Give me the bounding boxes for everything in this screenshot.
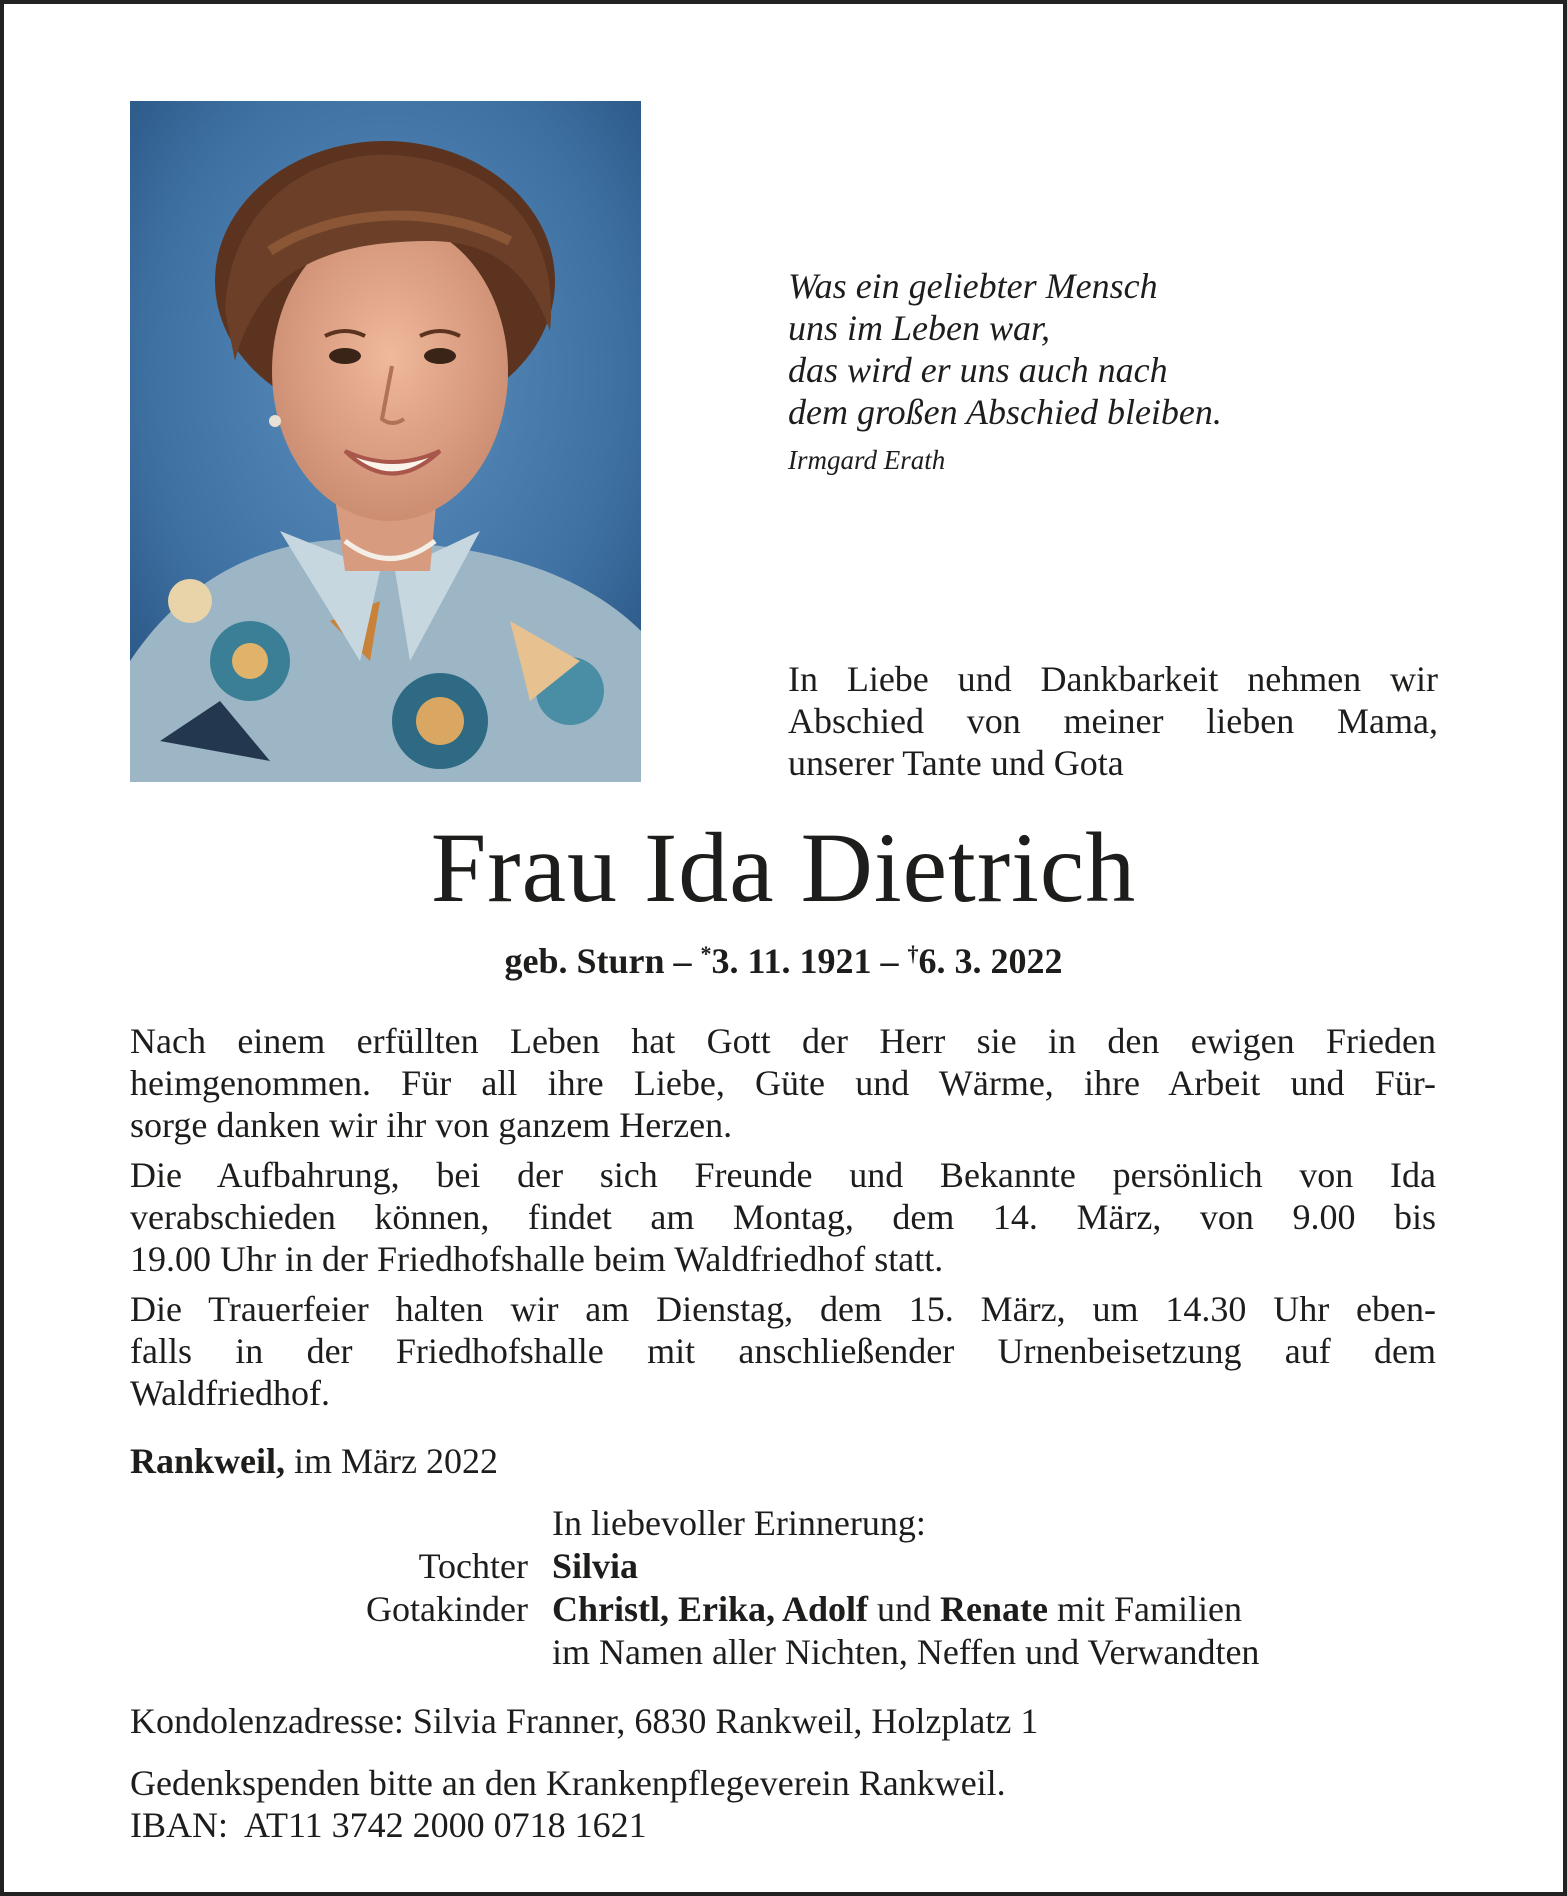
role-label: Gotakinder <box>366 1589 528 1629</box>
family-heading-row <box>300 1502 1259 1545</box>
portrait-photo <box>130 101 641 782</box>
life-dates <box>0 940 1567 982</box>
quote-line: dem großen Abschied bleiben. <box>788 392 1222 432</box>
date: im März 2022 <box>285 1441 498 1481</box>
paragraph <box>130 1154 1436 1280</box>
family-list <box>300 1502 1259 1674</box>
separator: – <box>880 941 899 981</box>
body-line: Die Trauerfeier halten wir am Dienstag, dem 15. März, um 14.30 Uhr eben- <box>130 1289 1436 1329</box>
body-line: Waldfriedhof. <box>130 1373 331 1413</box>
iban-line <box>130 1804 1006 1846</box>
deceased-name: Frau Ida Dietrich <box>430 812 1137 923</box>
memorial-quote <box>788 265 1222 433</box>
quote-line: Was ein geliebter Mensch <box>788 266 1158 306</box>
body-line: 19.00 Uhr in der Friedhofshalle beim Waldfriedhof statt. <box>130 1239 944 1279</box>
donation-info <box>130 1762 1006 1846</box>
family-row-daughter <box>300 1545 1259 1588</box>
paragraph <box>130 1020 1436 1146</box>
quote-author: Irmgard Erath <box>788 445 946 475</box>
paragraph <box>130 1288 1436 1414</box>
death-date: 6. 3. 2022 <box>918 941 1063 981</box>
intro-line: In Liebe und Dankbarkeit nehmen wir <box>788 659 1438 699</box>
body-line: verabschieden können, findet am Montag, dem 14. März, von 9.00 bis <box>130 1197 1436 1237</box>
role-label: Tochter <box>418 1546 528 1586</box>
donation-line: Gedenkspenden bitte an den Krankenpflegeverein Rankweil. <box>130 1763 1006 1803</box>
family-row-godchildren <box>300 1588 1259 1631</box>
with-families: mit Familien <box>1048 1589 1243 1629</box>
death-cross-icon: † <box>907 941 919 966</box>
body-line: falls in der Friedhofshalle mit anschließender Urnenbeisetzung auf dem <box>130 1331 1436 1371</box>
announcement-body <box>130 1020 1436 1422</box>
body-line: Die Aufbahrung, bei der sich Freunde und Bekannte persönlich von Ida <box>130 1155 1436 1195</box>
daughter-name: Silvia <box>552 1546 639 1586</box>
body-line: Nach einem erfüllten Leben hat Gott der Herr sie in den ewigen Frieden <box>130 1021 1436 1061</box>
condolence-address: Kondolenzadresse: Silvia Franner, 6830 Rankweil, Holzplatz 1 <box>130 1701 1039 1741</box>
godchild-name: Renate <box>940 1589 1049 1629</box>
place-date <box>130 1440 498 1482</box>
intro-line: unserer Tante und Gota <box>788 743 1124 783</box>
and-word: und <box>868 1589 941 1629</box>
iban-value: AT11 3742 2000 0718 1621 <box>244 1805 647 1845</box>
separator: – <box>673 941 692 981</box>
maiden-name: geb. Sturn <box>504 941 665 981</box>
quote-line: uns im Leben war, <box>788 308 1051 348</box>
body-line: sorge danken wir ihr von ganzem Herzen. <box>130 1105 733 1145</box>
birth-date: 3. 11. 1921 <box>711 941 872 981</box>
quote-line: das wird er uns auch nach <box>788 350 1168 390</box>
intro-text <box>788 658 1438 784</box>
godchildren-names: Christl, Erika, Adolf <box>552 1589 869 1629</box>
iban-label: IBAN: <box>130 1805 228 1845</box>
intro-line: Abschied von meiner lieben Mama, <box>788 701 1438 741</box>
family-row-relatives <box>300 1631 1259 1674</box>
family-heading: In liebevoller Erinnerung: <box>552 1503 926 1543</box>
town: Rankweil, <box>130 1441 286 1481</box>
relatives-text: im Namen aller Nichten, Neffen und Verwandten <box>552 1632 1260 1672</box>
body-line: heimgenommen. Für all ihre Liebe, Güte und Wärme, ihre Arbeit und Für- <box>130 1063 1436 1103</box>
birth-star-icon: * <box>700 941 712 966</box>
